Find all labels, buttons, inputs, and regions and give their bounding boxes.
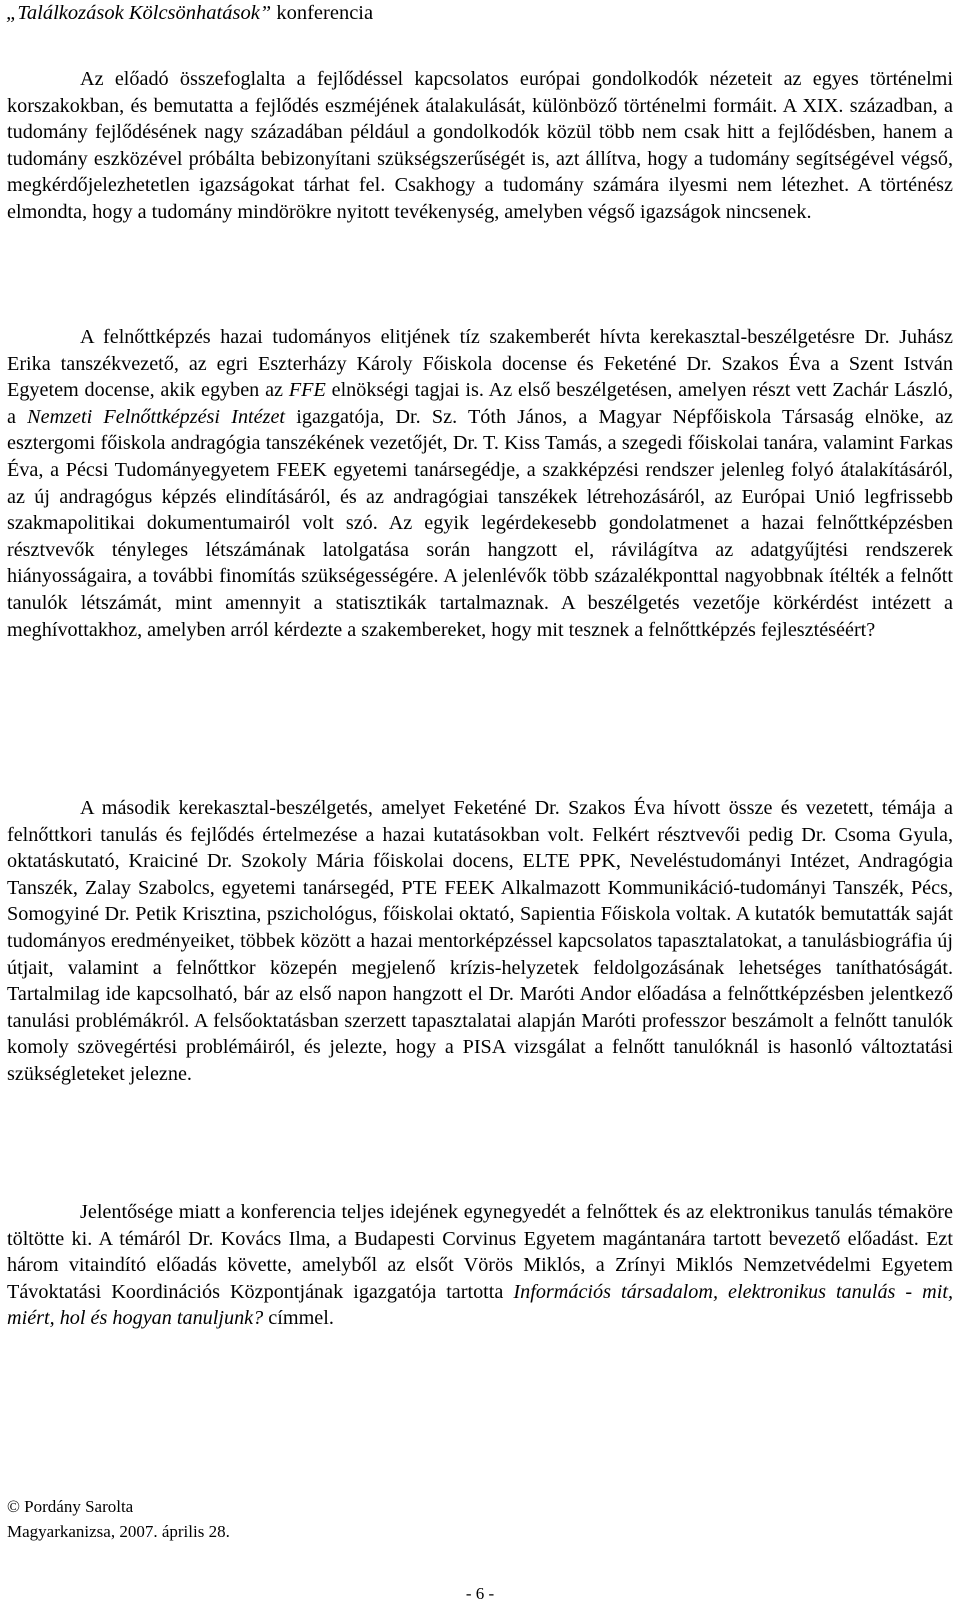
paragraph-4-text-a: Jelentősége miatt a konferencia teljes idejének egynegyedét a felnőttek és az elektronikus tanulás témaköre töltötte ki. A témáról Dr. Kovács Ilma, a Budapesti Corvinus Egyetem magántanára tartott bevezető előadást. Ezt három vitaindító előadás követte, amelyből az elsőt Vörös Miklós, a Zrínyi Miklós Nemzetvédelmi Egyetem Távoktatási Koordinációs Központjának igazgatója tartotta xyxy=(7,1201,953,1303)
paragraph-4 xyxy=(7,1199,953,1332)
paragraph-2-text-e: igazgatója, Dr. Sz. Tóth János, a Magyar Népfőiskola Társaság elnöke, az esztergomi főiskola andragógia tanszékének vezetőjét, Dr. T. Kiss Tamás, a szegedi főiskolai tanára, valamint Farkas Éva, a Pécsi Tudományegyetem FEEK egyetemi tanársegédje, a szakképzési rendszer jelenleg folyó átalakításáról, az új andragógus képzés elindításáról, és az andragógiai tanszékek létrehozásáról, az Európai Unió legfrissebb szakmapolitikai dokumentumairól volt szó. Az egyik legérdekesebb gondolatmenet a hazai felnőttképzésben résztvevők tényleges létszámának latolgatása során hangzott el, rávilágítva az adatgyűjtési rendszerek hiányosságaira, a további finomítás szükségességére. A jelenlévők több százalékponttal nagyobbnak ítélték a felnőtt tanulók létszámát, mint amennyit a statisztikák tartalmaznak. A beszélgetés vezetője körkérdést intézett a meghívottakhoz, amelyben arról kérdezte a szakembereket, hogy mit tesznek a felnőttképzés fejlesztéséért? xyxy=(7,405,953,641)
conference-title: „Találkozások Kölcsönhatások” xyxy=(6,2,272,24)
paragraph-3: A második kerekasztal-beszélgetés, amelyet Feketéné Dr. Szakos Éva hívott össze és vezetett, témája a felnőttkori tanulás és fejlődés értelmezése a hazai kutatásokban volt. Felkért résztvevői pedig Dr. Csoma Gyula, oktatáskutató, Kraiciné Dr. Szokoly Mária főiskolai docens, ELTE PPK, Neveléstudományi Intézet, Andragógia Tanszék, Zalay Szabolcs, egyetemi tanársegéd, PTE FEEK Alkalmazott Kommunikáció-tudományi Tanszék, Pécs, Somogyiné Dr. Petik Krisztina, pszichológus, főiskolai oktató, Sapientia Főiskola voltak. A kutatók bemutatták saját tudományos eredményeiket, többek között a hazai mentorképzéssel kapcsolatos tapasztalatokat, a tanulásbiográfia új útjait, valamint a felnőttkor közepén megjelenő krízis-helyzetek feldolgozásának lehetséges taníthatóságát. Tartalmilag ide kapcsolható, bár az első napon hangzott el Dr. Maróti Andor előadása a felnőttképzésben jelentkező tanulási problémákról. A felsőoktatásban szerzett tapasztalatai alapján Maróti professzor beszámolt a felnőtt tanulók komoly szövegértési problémáiról, és jelezte, hogy a PISA vizsgálat a felnőtt tanulóknál is hasonló változtatási szükségleteket jelezne. xyxy=(7,797,953,1085)
page-number: - 6 - xyxy=(465,1584,495,1603)
copyright-line: © Pordány Sarolta xyxy=(7,1497,134,1516)
paragraph-2-ffe: FFE xyxy=(288,379,326,402)
paragraph-2-institute: Nemzeti Felnőttképzési Intézet xyxy=(27,405,286,428)
paragraph-4-lecture-title: Információs társadalom, elektronikus tanulás - mit, miért, hol és hogyan tanuljunk? xyxy=(7,1280,953,1330)
paragraph-2 xyxy=(7,324,953,643)
paragraph-2-text-a: A felnőttképzés hazai tudományos elitjének tíz szakemberét hívta kerekasztal-beszélgetésre Dr. Juhász Erika tanszékvezető, az egri Eszterházy Károly Főiskola docense és Feketéné Dr. Szakos Éva a Szent István Egyetem docense, akik egyben az xyxy=(7,326,953,402)
paragraph-2-text-c: elnökségi tagjai is. Az első beszélgetésen, amelyen részt vett Zachár László, a xyxy=(7,379,953,428)
paragraph-1: Az előadó összefoglalta a fejlődéssel kapcsolatos európai gondolkodók nézeteit az egyes történelmi korszakokban, és bemutatta a fejlődés eszméjének átalakulását, különböző történelmi formáit. A XIX. században, a tudomány fejlődésének nagy századában például a gondolkodók közül több nem csak hitt a fejlődésben, hanem a tudomány eszközével próbálta bebizonyítani szükségszerűségét is, azt állítva, hogy a tudomány segítségével végső, megkérdőjelezhetetlen igazságokat tárhat fel. Csakhogy a tudomány számára ilyesmi nem létezhet. A történész elmondta, hogy a tudomány mindörökre nyitott tevékenység, amelyben végső igazságok nincsenek. xyxy=(7,68,953,223)
running-header xyxy=(6,0,373,26)
paragraph-4-text-c: címmel. xyxy=(263,1307,334,1330)
conference-label: konferencia xyxy=(271,2,374,24)
place-date-line: Magyarkanizsa, 2007. április 28. xyxy=(7,1522,230,1541)
